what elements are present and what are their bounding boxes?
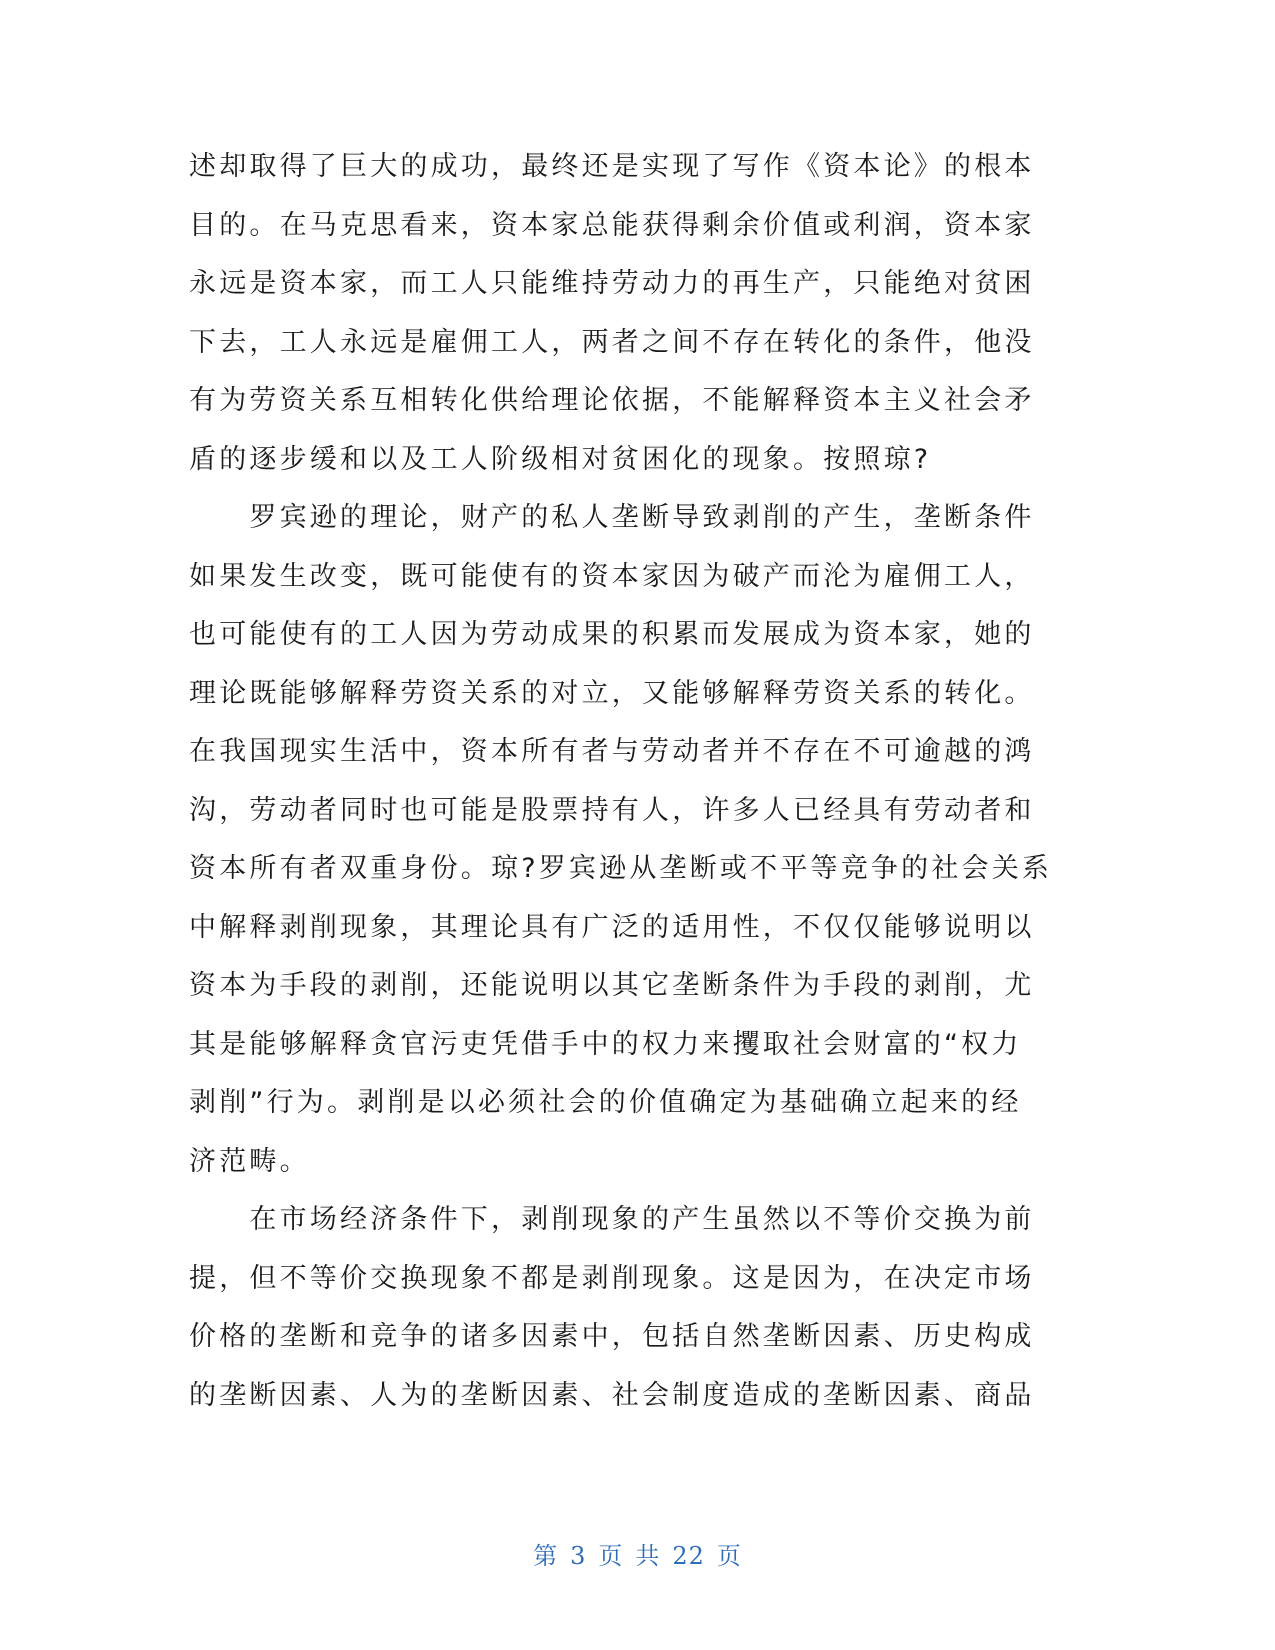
current-page-number: 3: [570, 1542, 587, 1570]
text-line: 在市场经济条件下，剥削现象的产生虽然以不等价交换为前: [189, 1204, 1035, 1235]
total-page-count: 22: [672, 1542, 705, 1570]
text-line: 资本所有者双重身份。琼?罗宾逊从垄断或不平等竞争的社会关系: [189, 853, 1053, 884]
text-line: 述却取得了巨大的成功，最终还是实现了写作《资本论》的根本: [189, 151, 1035, 182]
page-number-footer: [0, 1536, 1275, 1571]
text-line: 济范畴。: [189, 1145, 310, 1177]
text-line: 沟，劳动者同时也可能是股票持有人，许多人已经具有劳动者和: [189, 794, 1035, 826]
text-line: 罗宾逊的理论，财产的私人垄断导致剥削的产生，垄断条件: [189, 502, 1035, 533]
body-text: [189, 138, 1069, 1425]
text-line: 价格的垄断和竞争的诸多因素中，包括自然垄断因素、历史构成: [189, 1321, 1035, 1352]
text-line: 盾的逐步缓和以及工人阶级相对贫困化的现象。按照琼?: [189, 443, 932, 475]
text-line: 如果发生改变，既可能使有的资本家因为破产而沦为雇佣工人，: [189, 560, 1035, 592]
text-line: 资本为手段的剥削，还能说明以其它垄断条件为手段的剥削，尤: [189, 970, 1035, 1001]
text-line: 其是能够解释贪官污吏凭借手中的权力来攫取社会财富的“权力: [189, 1028, 1022, 1060]
text-line: 的垄断因素、人为的垄断因素、社会制度造成的垄断因素、商品: [189, 1379, 1035, 1411]
text-line: 在我国现实生活中，资本所有者与劳动者并不存在不可逾越的鸿: [189, 736, 1035, 767]
footer-suffix: 页: [716, 1542, 742, 1570]
text-line: 有为劳资关系互相转化供给理论依据，不能解释资本主义社会矛: [189, 385, 1035, 416]
text-line: 理论既能够解释劳资关系的对立，又能够解释劳资关系的转化。: [189, 677, 1035, 709]
text-line: 也可能使有的工人因为劳动成果的积累而发展成为资本家，她的: [189, 619, 1035, 650]
text-line: 下去，工人永远是雇佣工人，两者之间不存在转化的条件，他没: [189, 326, 1035, 358]
text-line: 永远是资本家，而工人只能维持劳动力的再生产，只能绝对贫困: [189, 268, 1035, 299]
text-line: 中解释剥削现象，其理论具有广泛的适用性，不仅仅能够说明以: [189, 911, 1035, 943]
footer-total-word: 共: [635, 1542, 661, 1570]
text-line: 剥削”行为。剥削是以必须社会的价值确定为基础确立起来的经: [189, 1087, 1022, 1118]
text-line: 提，但不等价交换现象不都是剥削现象。这是因为，在决定市场: [189, 1262, 1035, 1294]
footer-page-word: 页: [598, 1542, 624, 1570]
text-line: 目的。在马克思看来，资本家总能获得剩余价值或利润，资本家: [189, 209, 1035, 241]
footer-prefix: 第: [533, 1542, 559, 1570]
